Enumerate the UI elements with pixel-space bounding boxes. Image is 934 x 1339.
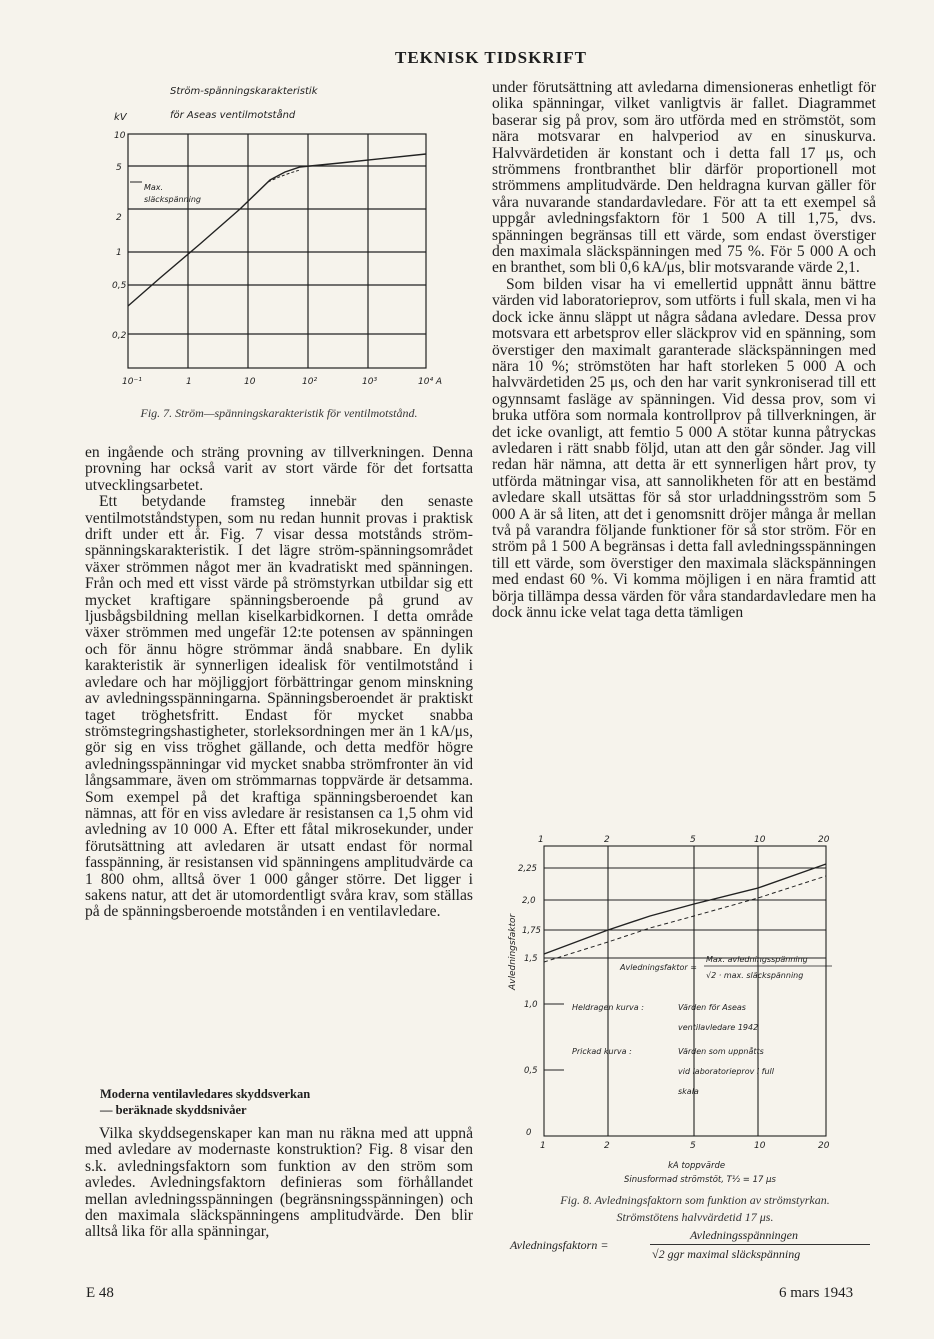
section-heading-line-2: — beräknade skyddsnivåer [100, 1103, 247, 1117]
fig8-xbot-2: 2 [604, 1141, 610, 1151]
fig7-y-unit: kV [114, 112, 127, 123]
fig8-solid-desc-1: Värden för Aseas [678, 1003, 746, 1012]
issue-date: 6 mars 1943 [779, 1285, 854, 1301]
fig8-ytick-225: 2,25 [518, 864, 537, 874]
fig8-dotted-desc-2: vid laboratorieprov i full [678, 1067, 774, 1076]
fig8-x-label-2: Sinusformad strömstöt, T½ = 17 μs [624, 1175, 776, 1185]
fig7-ytick-10: 10 [114, 131, 126, 141]
fig7-xtick-3: 10 [244, 377, 256, 387]
fig8-caption [500, 1192, 890, 1226]
fig8-legend-lhs: Avledningsfaktor = [620, 963, 697, 972]
fig7-annotation-1: Max. [144, 183, 164, 192]
formula-lhs: Avledningsfaktorn = [510, 1238, 609, 1252]
fig8-dotted-curve [544, 876, 826, 962]
fig8-xbot-20: 20 [818, 1141, 830, 1151]
fig8-y-label: Avledningsfaktor [508, 913, 518, 990]
fig8-ytick-0: 0 [526, 1128, 532, 1138]
fig8-ytick-15: 1,5 [524, 954, 538, 964]
fig7-xtick-5: 10³ [362, 377, 378, 387]
fig8-dotted-desc-3: skala [678, 1087, 699, 1096]
fig8-legend-den: √2 · max. släckspänning [706, 971, 804, 980]
paragraph: Ett betydande framsteg innebär den senaste ventilmotståndstypen, som nu redan hunnit provas i praktisk drift under ett år. Fig. 7 visar dessa motstånds ström-spänningskarakteristik. I det lägre ström-spänningsområdet växer strömmen något mer än kvadratiskt med spänningen. Från och med ett visst värde på strömstyrkan utbildar sig ett mycket kraftigare spänningsberoende på grund av ljusbågsbildning mellan kiselkarbidkornen. I detta område växer strömmen med ungefär 12:te potensen av spänningen och för ännu högre strömmar ändå snabbare. En dylik karakteristik är synnerligen idealisk för ventilmotstånd i avledare och har möjliggjort förbättringar genom minskning av avledningsspänningarna. Spänningsberoendet är praktiskt taget tröghetsfritt. Endast för mycket snabba strömstegringshastigheter, storleksordningen mer än 1 kA/μs, gör sig en viss tröghet gällande, och detta medför högre avledningsspänningar vid mycket snabba strömfronter än vid långsammare, även om strömmarnas toppvärde är detsamma. Som exempel på det kraftiga spänningsberoendet kan nämnas, att för en viss avledare är resistansen ca 1,5 ohm vid avledning av 10 000 A. Efter ett fåtal mikrosekunder, under förutsättning att avledaren är utsatt endast för normal fasspänning, är resistansen vid spänningens amplitudvärde ca 1 800 ohm, alltså över 1 000 gånger större. Det ligger i sakens natur, att det är utomordentligt svåra krav, som ställas på de spänningsberoende motstånden i en ventilavledare. [85, 493, 473, 921]
fig8-xtop-1: 1 [538, 835, 544, 845]
fig8-xtop-5: 5 [690, 835, 696, 845]
fig7-curve [128, 154, 426, 306]
fig7-xtick-1: 10⁻¹ [122, 377, 142, 387]
fig8-xtop-2: 2 [604, 835, 610, 845]
fig8-dotted-label: Prickad kurva : [572, 1047, 632, 1056]
fig8-solid-label: Heldragen kurva : [572, 1003, 644, 1012]
journal-header: TEKNISK TIDSKRIFT [395, 48, 587, 67]
fig8-xbot-10: 10 [754, 1141, 766, 1151]
fig8-solid-curve [544, 864, 826, 954]
paragraph: Vilka skyddsegenskaper kan man nu räkna med att uppnå med avledare av modernaste konstruktion? Fig. 8 visar den s.k. avledningsfaktorn som funktion av den ström som avledes. Avledningsfaktorn definieras som förhållandet mellan avledningsspänningen (begränsningsspänningen) och den maximala släckspänningens amplitudvärde. Den blir alltså lika för alla spänningar, [85, 1125, 473, 1241]
fig7-caption: Fig. 7. Ström—spänningskarakteristik för ventilmotstånd. [140, 406, 418, 420]
fig8-xbot-1: 1 [540, 1141, 546, 1151]
section-heading-line-1: Moderna ventilavledares skyddsverkan [100, 1087, 311, 1101]
fig8-ytick-10: 1,0 [524, 1000, 538, 1010]
paragraph: under förutsättning att avledarna dimensioneras enhetligt för olika spänningar, vilket vanligtvis är fallet. Diagrammet baserar sig på prov, som äro utförda med en strömstöt, som nära motsvarar en halvperiod av en sinuskurva. Halvvärdetiden är konstant och i detta fall 17 μs, och strömmens frontbranthet blir därför proportionell mot strömmens amplitudvärde. Den heldragna kurvan gäller för våra nuvarande standardavledare. För att ta ett exempel så uppgår avledningsfaktorn för 1 500 A till 1,75, dvs. spänningen begränsas till ett värde, som endast överstiger den maximala släckspänningen med 75 %. För 5 000 A och en branthet, som bli 0,6 kA/μs, blir motsvarande värde 2,1. [492, 79, 876, 277]
figure-7-chart [100, 80, 480, 400]
fig8-ytick-05: 0,5 [524, 1066, 538, 1076]
fig8-caption-line-2: Strömstötens halvvärdetid 17 μs. [616, 1210, 774, 1224]
figure-8-chart [500, 832, 890, 1192]
fig7-xtick-4: 10² [302, 377, 318, 387]
fig8-xbot-5: 5 [690, 1141, 696, 1151]
fig8-ytick-20: 2,0 [522, 896, 536, 906]
page-number: E 48 [86, 1285, 114, 1301]
fig8-ytick-175: 1,75 [522, 926, 541, 936]
fig7-ytick-1: 1 [116, 248, 122, 258]
fig7-xtick-2: 1 [186, 377, 192, 387]
paragraph: Som bilden visar ha vi emellertid uppnått ännu bättre värden vid laboratorieprov, som utförts i full skala, men vi ha dock icke ännu släppt ut några sådana avledare. Dessa prov motsvara ett arbetsprov eller släckprov vid en spänning, som överstiger den maximalt garanterade släckspänningen med nära 10 %; strömstöten har haft storleken 5 000 A och halvvärdetiden 25 μs, och den har varit synkroniserad till ett ogynnsamt fasläge av spänningen. Vid dessa prov, som vi bruka utföra som normala kontrollprov på tillverkningen, är det icke ovanligt, att femtio 5 000 A stötar kunna påtryckas avledaren i rätt snabb följd, utan att den går sönder. Jag vill redan här nämna, att detta är ett synnerligen hårt prov, ty utförda mätningar visa, att sannolikheten för att en bestämd avledare skall utsättas för så stor urladdningsström som 5 000 A är så liten, att det i genomsnitt dröjer många år mellan två på varandra följande funktioner för så stor ström. För en ström på 1 500 A begränsas i detta fall avledningsspänningen till ett värde, som överstiger den maximala släckspänningen med endast 60 %. Vi komma möjligen i en nära framtid att börja tillämpa dessa värden för våra standardavledare men ha dock ännu icke velat taga detta tämligen [492, 275, 876, 621]
fig7-ytick-05: 0,5 [112, 281, 127, 291]
fig7-ytick-5: 5 [116, 163, 122, 173]
section-heading [100, 1086, 460, 1118]
fig8-solid-desc-2: ventilavledare 1942 [678, 1023, 759, 1032]
fig7-ytick-02: 0,2 [112, 331, 127, 341]
fig8-x-label-1: kA toppvärde [668, 1161, 726, 1171]
fig7-xtick-6: 10⁴ A [418, 377, 443, 387]
fig7-annotation-2: släckspänning [144, 195, 201, 204]
formula-fraction-bar [650, 1244, 870, 1245]
fig8-caption-line-1: Fig. 8. Avledningsfaktorn som funktion av strömstyrkan. [560, 1193, 830, 1207]
fig8-xtop-10: 10 [754, 835, 766, 845]
right-column [492, 80, 876, 621]
fig7-ytick-2: 2 [116, 213, 122, 223]
fig7-title-2: för Aseas ventilmotstånd [170, 110, 296, 121]
fig8-xtop-20: 20 [818, 835, 830, 845]
formula-numerator: Avledningsspänningen [690, 1228, 798, 1242]
left-column-bottom [85, 1126, 473, 1241]
fig8-legend-num: Max. avledningsspänning [706, 955, 808, 964]
paragraph: en ingående och sträng provning av tillverkningen. Denna provning har också varit av stort värde för det fortsatta utvecklingsarbetet. [85, 444, 473, 494]
fig7-title-1: Ström-spänningskarakteristik [170, 86, 318, 97]
left-column-top [85, 445, 473, 921]
formula-denominator: √2 ggr maximal släckspänning [652, 1247, 801, 1261]
fig8-dotted-desc-1: Värden som uppnåtts [678, 1047, 764, 1056]
